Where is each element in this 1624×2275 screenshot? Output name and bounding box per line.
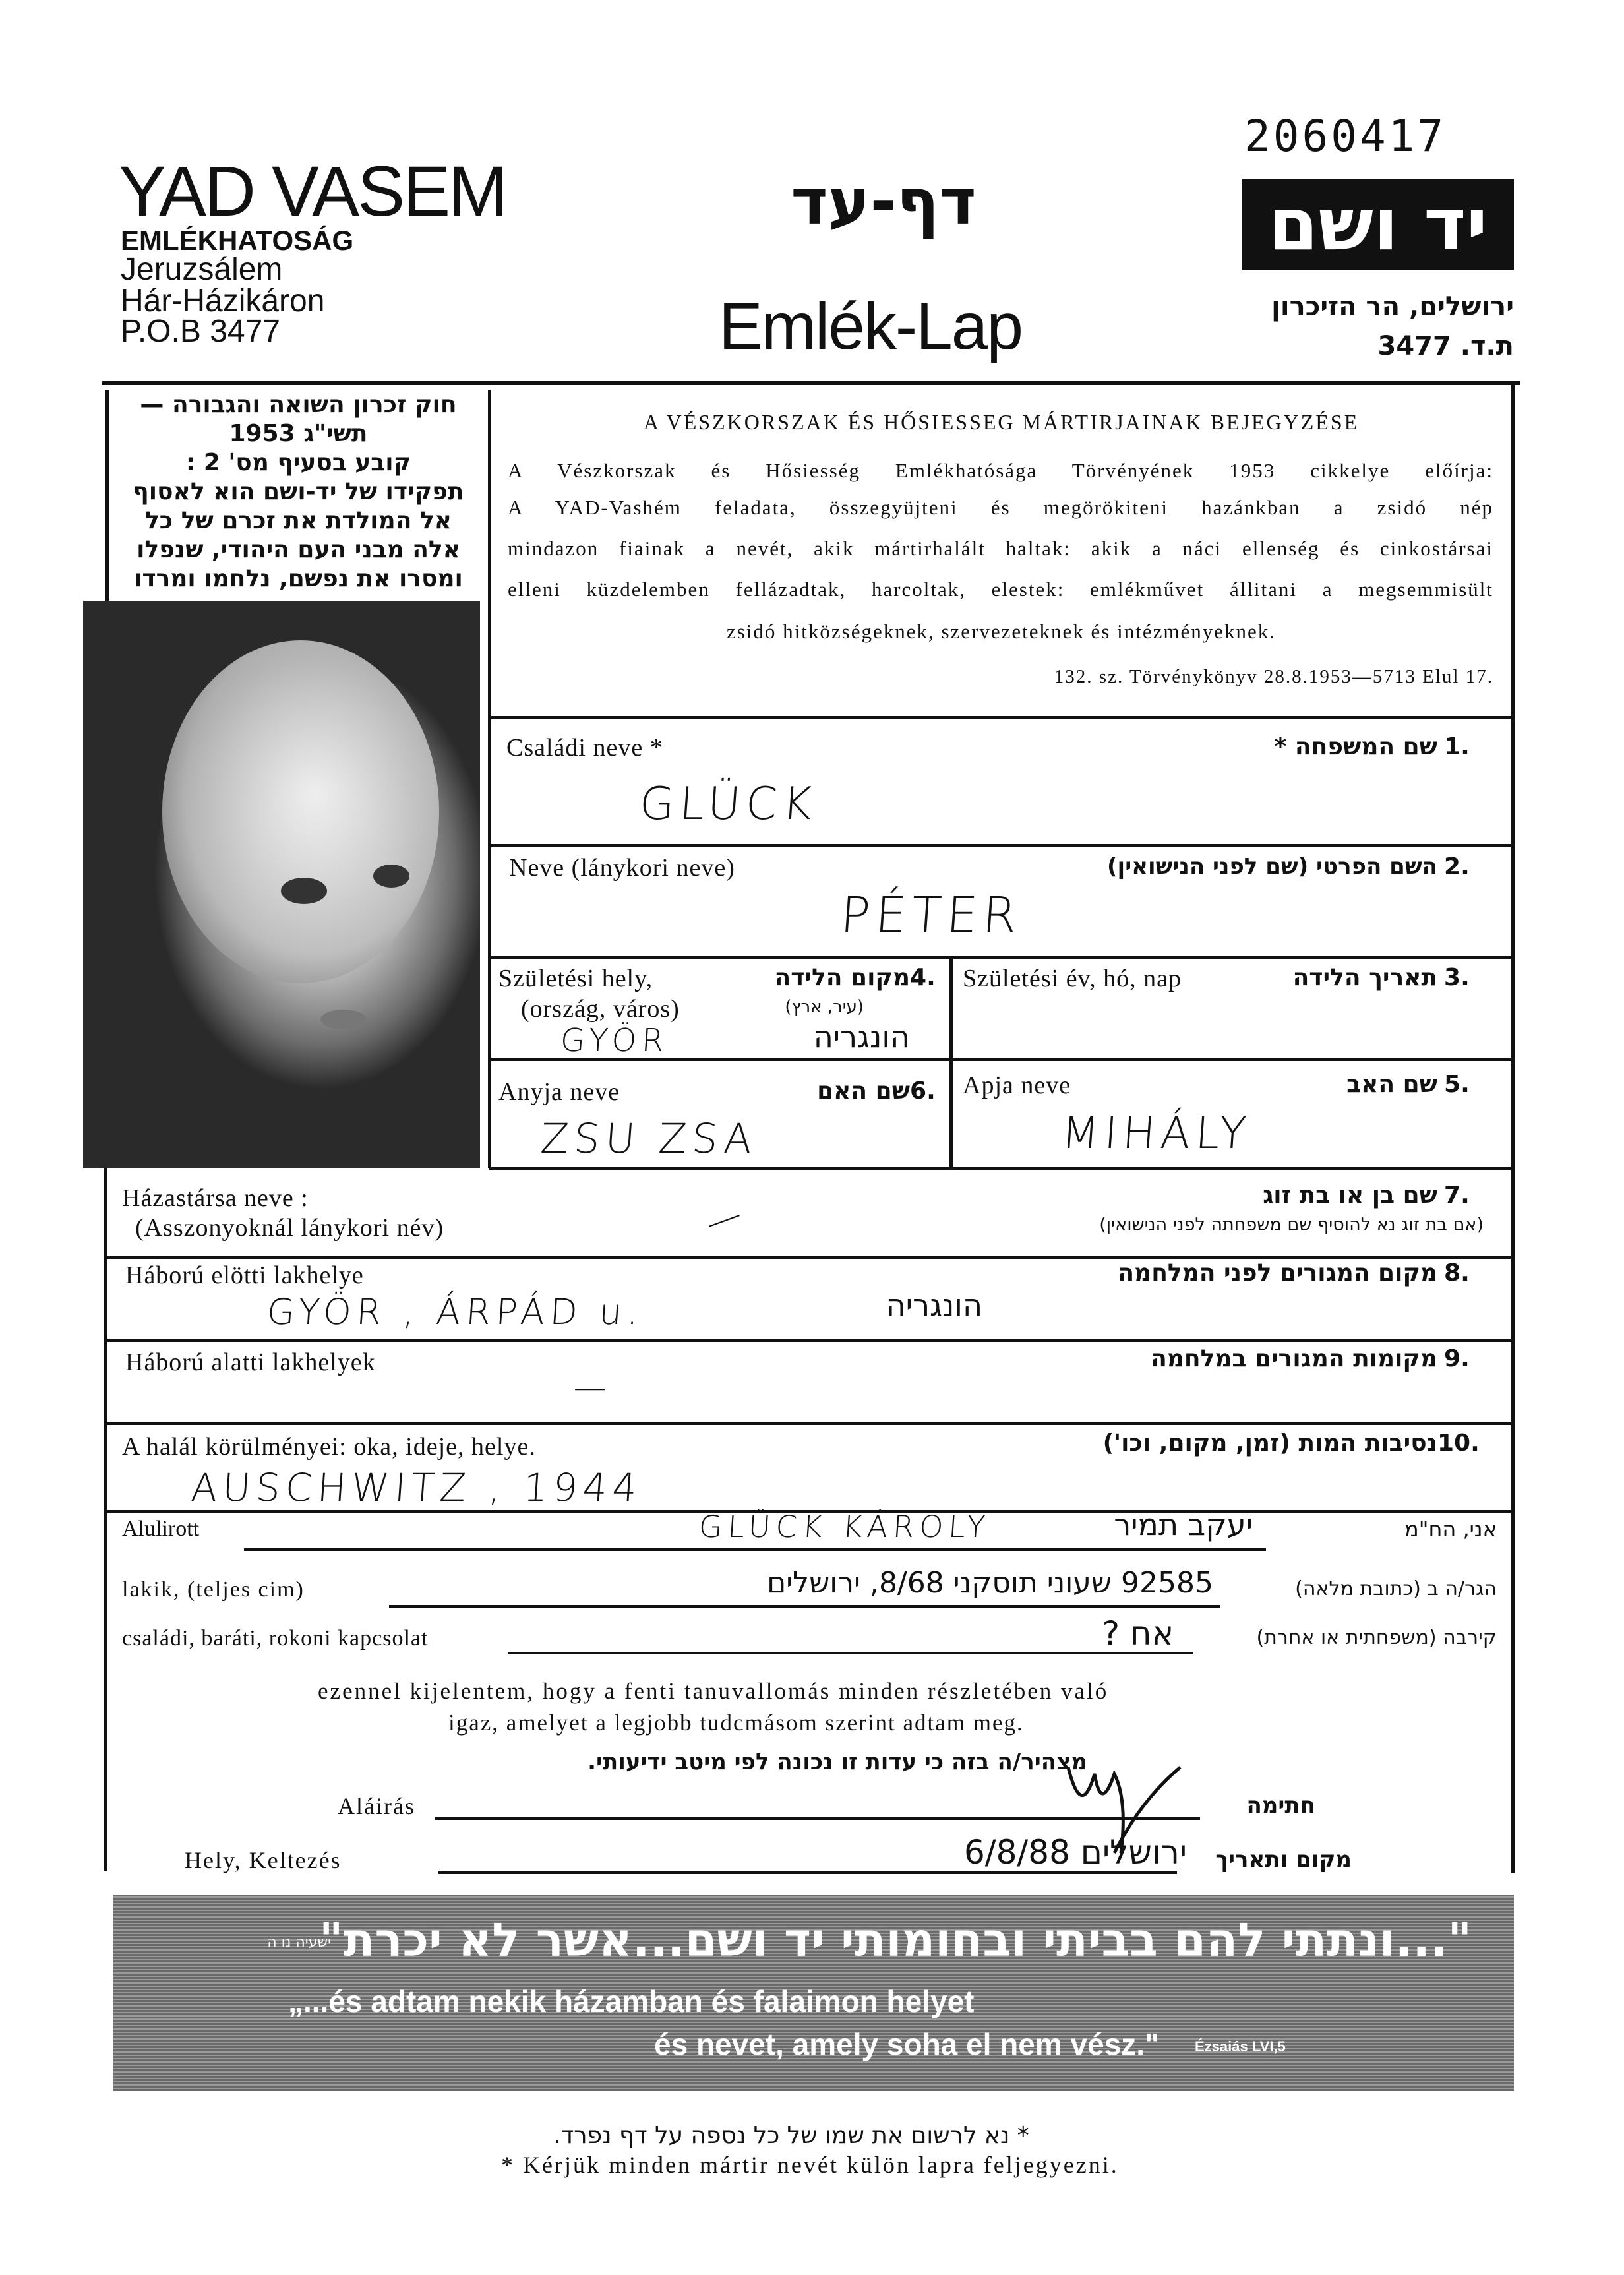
address-value[interactable]: 92585 שעוני תוסקני 8/68, ירושלים xyxy=(767,1566,1213,1600)
law-box xyxy=(115,390,481,593)
law-line: תפקידו של יד-ושם הוא לאסוף xyxy=(133,478,464,505)
relation-label: családi, baráti, rokoni kapcsolat xyxy=(122,1626,429,1651)
signature-label: Aláirás xyxy=(338,1793,415,1819)
org-mount: Hár-Házikáron xyxy=(121,284,325,318)
field-label-hebrew-sub: (עיר, ארץ) xyxy=(785,997,864,1017)
field-label-hebrew: שם האם xyxy=(817,1077,910,1105)
undersigned-hebrew-label: אני, הח"מ xyxy=(1404,1517,1497,1542)
underline xyxy=(438,1871,1177,1874)
banner-hebrew-quote: "...ונתתי להם בביתי ובחומותי יד ושם...אשר לא יכרת" xyxy=(319,1913,1472,1967)
intro-heading: A VÉSZKORSZAK ÉS HŐSIESSEG MÁRTIRJAINAK BEJEGYZÉSE xyxy=(643,410,1360,434)
field-label-hebrew-sub: (אם בת זוג נא להוסיף שם משפחתה לפני הנישואין) xyxy=(1099,1215,1484,1235)
law-line: ומסרו את נפשם, נלחמו ומרדו xyxy=(134,565,463,592)
row-divider xyxy=(489,956,1514,959)
cell-divider xyxy=(949,957,953,1167)
undersigned-value[interactable]: GLÜCK KÁROLY xyxy=(698,1509,992,1544)
field-number: .10 xyxy=(1437,1430,1480,1457)
address-label: lakik, (teljes cim) xyxy=(122,1577,305,1602)
field-number: .1 xyxy=(1444,733,1470,760)
relation-value[interactable]: אח ? xyxy=(1102,1614,1174,1653)
field-label-birthplace-sub: (ország, város) xyxy=(521,995,680,1023)
field-label-family-name: Családi neve * xyxy=(506,734,663,762)
field-number: .5 xyxy=(1444,1071,1470,1098)
org-pob: P.O.B 3477 xyxy=(121,314,280,349)
relation-hebrew-label: קירבה (משפחתית או אחרת) xyxy=(1256,1626,1497,1649)
birthplace-hebrew-value[interactable]: הונגריה xyxy=(813,1019,910,1054)
field-label-hebrew: שם האב xyxy=(1346,1071,1437,1098)
place-date-value[interactable]: ירושלים 6/8/88 xyxy=(963,1833,1187,1871)
field-label-hebrew: מקומות המגורים במלחמה xyxy=(1151,1345,1437,1372)
underline xyxy=(244,1548,1266,1551)
undersigned-label: Alulirott xyxy=(122,1517,200,1541)
org-subtitle: EMLÉKHATOSÁG xyxy=(121,225,354,256)
field-label-death-circumstances: A halál körülményei: oka, ideje, helye. xyxy=(122,1433,536,1461)
law-line: חוק זכרון השואה והגבורה — xyxy=(140,391,457,418)
prewar-residence-value[interactable]: GYÖR , ÁRPÁD u. xyxy=(265,1291,646,1333)
header-rule xyxy=(102,381,1520,385)
signature-hebrew-label: חתימה xyxy=(1246,1792,1315,1819)
row-divider xyxy=(104,1339,1514,1342)
father-name-value[interactable]: MIHÁLY xyxy=(1060,1108,1253,1159)
field-label-first-name: Neve (lánykori neve) xyxy=(509,854,735,882)
statement-hebrew: מצהיר/ה בזה כי עדות זו נכונה לפי מיטב ידיעותי. xyxy=(587,1749,1087,1775)
field-label-father-name: Apja neve xyxy=(963,1072,1071,1099)
field-number: .3 xyxy=(1444,964,1470,991)
underline xyxy=(389,1605,1220,1608)
law-box-border xyxy=(105,390,109,601)
field-number: .9 xyxy=(1444,1345,1470,1372)
field-number: .6 xyxy=(910,1077,936,1105)
page-title: Emlék-Lap xyxy=(719,289,1022,363)
mother-name-value[interactable]: ZSU ZSA xyxy=(539,1114,759,1163)
org-name: YAD VASEM xyxy=(119,151,506,231)
title-hebrew: דף-עד xyxy=(791,165,977,239)
law-line: אל המולדת את זכרם של כל xyxy=(145,507,452,534)
field-label-spouse: Házastársa neve : xyxy=(122,1184,309,1212)
yad-vashem-logo: יד ושם xyxy=(1242,179,1514,270)
right-border xyxy=(1511,385,1515,1873)
document-number: 2060417 xyxy=(1244,111,1447,162)
statement-line: igaz, amelyet a legjobb tudcmásom szerint adtam meg. xyxy=(448,1710,1024,1736)
banner-ref: Ézsaiás LVI,5 xyxy=(1195,2038,1286,2055)
first-name-value[interactable]: PÉTER xyxy=(838,887,1024,944)
field-label-hebrew: תאריך הלידה xyxy=(1292,964,1437,991)
intro-line: zsidó hitközségeknek, szervezeteknek és intézményeknek. xyxy=(726,620,1277,643)
death-circumstances-value[interactable]: AUSCHWITZ , 1944 xyxy=(189,1465,644,1510)
field-number: .7 xyxy=(1444,1182,1470,1209)
intro-line: A YAD-Vashém feladata, összegyüjteni és megörökiteni hazánkban a zsidó nép xyxy=(508,496,1493,519)
family-name-value[interactable]: GLÜCK xyxy=(638,778,819,830)
address-hebrew: ירושלים, הר הזיכרון xyxy=(1271,291,1514,322)
undersigned-hebrew-value[interactable]: יעקב תמיר xyxy=(1114,1507,1253,1542)
banner-line: „...és adtam nekik házamban és falaimon helyet xyxy=(288,1984,975,2018)
birthplace-value[interactable]: GYÖR xyxy=(559,1022,671,1059)
field-label-hebrew: מקום הלידה xyxy=(774,964,910,991)
wartime-residence-value[interactable]: — xyxy=(572,1368,614,1407)
left-border xyxy=(104,1168,107,1871)
victim-photo xyxy=(83,601,480,1168)
field-label-birthdate: Születési év, hó, nap xyxy=(963,965,1182,992)
field-label-hebrew: השם הפרטי (שם לפני הנישואין) xyxy=(1106,853,1437,880)
footnote-hebrew: * נא לרשום את שמו של כל נספה על דף נפרד. xyxy=(553,2122,1029,2149)
row-divider xyxy=(489,1167,1514,1170)
banner-line: és nevet, amely soha el nem vész." xyxy=(654,2027,1159,2061)
footnote-hungarian: * Kérjük minden mártir nevét külön lapra feljegyezni. xyxy=(501,2152,1119,2178)
spouse-value[interactable]: — xyxy=(700,1191,752,1244)
field-label-prewar-residence: Háború elötti lakhelye xyxy=(125,1261,364,1289)
prewar-residence-hebrew-value[interactable]: הונגריה xyxy=(886,1287,982,1323)
field-label-mother-name: Anyja neve xyxy=(498,1078,620,1106)
law-line: קובע בסעיף מס' 2 : xyxy=(185,449,411,476)
intro-line: elleni küzdelemben fellázadtak, harcoltak, elestek: emlékművet állitani a megsemmisült xyxy=(508,578,1493,601)
law-line: אלה מבני העם היהודי, שנפלו xyxy=(136,536,460,563)
field-label-birthplace: Születési hely, xyxy=(498,965,653,992)
intro-citation: 132. sz. Törvénykönyv 28.8.1953—5713 Elul 17. xyxy=(1054,666,1493,687)
statement-line: ezennel kijelentem, hogy a fenti tanuvallomás minden részletében való xyxy=(318,1678,1109,1704)
field-label-wartime-residence: Háború alatti lakhelyek xyxy=(125,1349,376,1376)
intro-line: mindazon fiainak a nevét, akik mártirhalált haltak: akik a náci ellenség és cinkostársai xyxy=(508,537,1493,560)
pob-hebrew: ת.ד. 3477 xyxy=(1377,331,1514,361)
place-date-hebrew-label: מקום ותאריך xyxy=(1215,1846,1352,1873)
row-divider xyxy=(489,844,1514,847)
field-label-spouse-sub: (Asszonyoknál lánykori név) xyxy=(135,1214,444,1242)
field-label-hebrew: שם בן או בת זוג xyxy=(1263,1182,1437,1209)
field-label-hebrew: מקום המגורים לפני המלחמה xyxy=(1118,1259,1437,1287)
address-hebrew-label: הגר/ה ב (כתובת מלאה) xyxy=(1295,1577,1497,1600)
row-divider xyxy=(104,1422,1514,1425)
field-label-hebrew: נסיבות המות (זמן, מקום, וכו') xyxy=(1102,1430,1437,1457)
field-number: .8 xyxy=(1444,1259,1470,1287)
quote-banner xyxy=(113,1895,1514,2091)
field-label-hebrew: שם המשפחה * xyxy=(1274,733,1437,760)
law-line: תשי"ג 1953 xyxy=(229,420,368,447)
field-number: .4 xyxy=(910,964,936,991)
place-date-label: Hely, Keltezés xyxy=(185,1847,342,1873)
field-number: .2 xyxy=(1444,853,1470,880)
org-city: Jeruzsálem xyxy=(121,252,283,287)
row-divider xyxy=(489,716,1514,719)
column-divider xyxy=(488,390,491,1168)
banner-hebrew-ref: ישעיה נו ה xyxy=(267,1934,331,1951)
intro-line: A Vészkorszak és Hősiesség Emlékhatósága Törvényének 1953 cikkelye előírja: xyxy=(508,459,1493,482)
